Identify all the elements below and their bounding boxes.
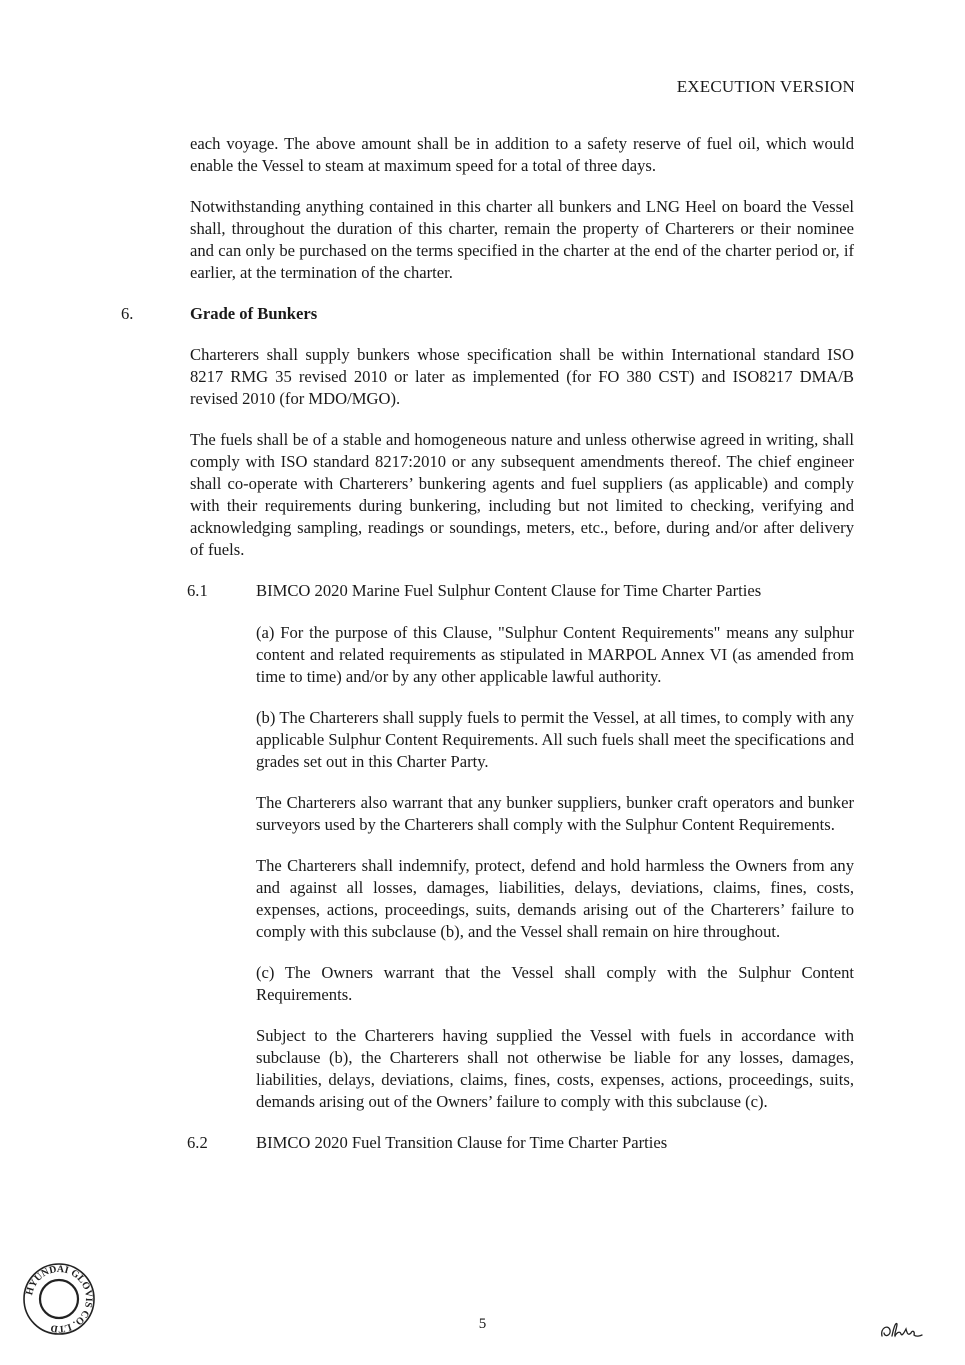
subsection-6-1-heading — [187, 580, 854, 602]
paragraph-fuel-quality: The fuels shall be of a stable and homogeneous nature and unless otherwise agreed in writing, shall comply with ISO standard 8217:2010 or any subsequent amendments thereof. The chief engineer shall co-operate with Charterers’ bunkering agents and fuel suppliers (as applicable) and comply with their requirements during bunkering, including but not limited to checking, verifying and acknowledging sampling, readings or soundings, meters, etc., before, during and/or after delivery of fuels. — [190, 430, 854, 559]
clause-paragraph: The Charterers also warrant that any bunker suppliers, bunker craft operators and bunker surveyors used by the Charterers shall comply with the Sulphur Content Requirements. — [256, 793, 854, 834]
clause-paragraph: The Charterers shall indemnify, protect, defend and hold harmless the Owners from any and against all losses, damages, liabilities, delays, deviations, claims, fines, costs, expenses, actions, proceedings, suits, demands arising out of the Charterers’ failure to comply with this subclause (b), and the Vessel shall remain on hire throughout. — [256, 856, 854, 941]
paragraph-bunker-spec: Charterers shall supply bunkers whose specification shall be within International standard ISO 8217 RMG 35 revised 2010 or later as implemented (for FO 380 CST) and ISO8217 DMA/B revised 2010 (for MDO/MGO). — [190, 345, 854, 408]
section-title: Grade of Bunkers — [190, 304, 318, 323]
initials-signature — [878, 1318, 924, 1344]
clause-paragraph: Subject to the Charterers having supplied the Vessel with fuels in accordance with subclause (b), the Charterers shall not otherwise be liable for any losses, damages, liabilities, delays, deviations, claims, fines, costs, expenses, actions, proceedings, suits, demands arising out of the Owners’ failure to comply with this subclause (c). — [256, 1026, 854, 1111]
page-number: 5 — [478, 1316, 487, 1332]
subsection-number: 6.1 — [187, 581, 208, 600]
subsection-title: BIMCO 2020 Fuel Transition Clause for Time Charter Parties — [256, 1133, 668, 1152]
svg-text:HYUNDAI GLOVIS CO. LTD: HYUNDAI GLOVIS CO. LTD — [24, 1263, 95, 1335]
subsection-6-1-body — [256, 622, 854, 1113]
clause-paragraph: (a) For the purpose of this Clause, "Sulphur Content Requirements" means any sulphur content and related requirements as stipulated in MARPOL Annex VI (as amended from time to time) and/or by any other applicable lawful authority. — [256, 623, 854, 686]
subsection-6-2-heading — [187, 1132, 854, 1154]
paragraph-voyage-reserve: each voyage. The above amount shall be in addition to a safety reserve of fuel oil, which would enable the Vessel to steam at maximum speed for a total of three days. — [190, 134, 854, 175]
section-6-heading — [121, 303, 854, 325]
subsection-number: 6.2 — [187, 1133, 208, 1152]
document-body — [121, 133, 854, 1174]
paragraph-bunkers-property: Notwithstanding anything contained in this charter all bunkers and LNG Heel on board the Vessel shall, throughout the duration of this charter, remain the property of Charterers or their nominee and can only be purchased on the terms specified in the charter at the end of the charter period or, if earlier, at the termination of the charter. — [190, 197, 854, 282]
clause-paragraph: (b) The Charterers shall supply fuels to permit the Vessel, at all times, to comply with any applicable Sulphur Content Requirements. All such fuels shall meet the specifications and grades set out in this Charter Party. — [256, 708, 854, 771]
execution-version-header: EXECUTION VERSION — [676, 77, 855, 96]
subsection-title: BIMCO 2020 Marine Fuel Sulphur Content Clause for Time Charter Parties — [256, 581, 762, 600]
clause-paragraph: (c) The Owners warrant that the Vessel shall comply with the Sulphur Content Requirements. — [256, 963, 854, 1004]
section-number: 6. — [121, 304, 134, 323]
